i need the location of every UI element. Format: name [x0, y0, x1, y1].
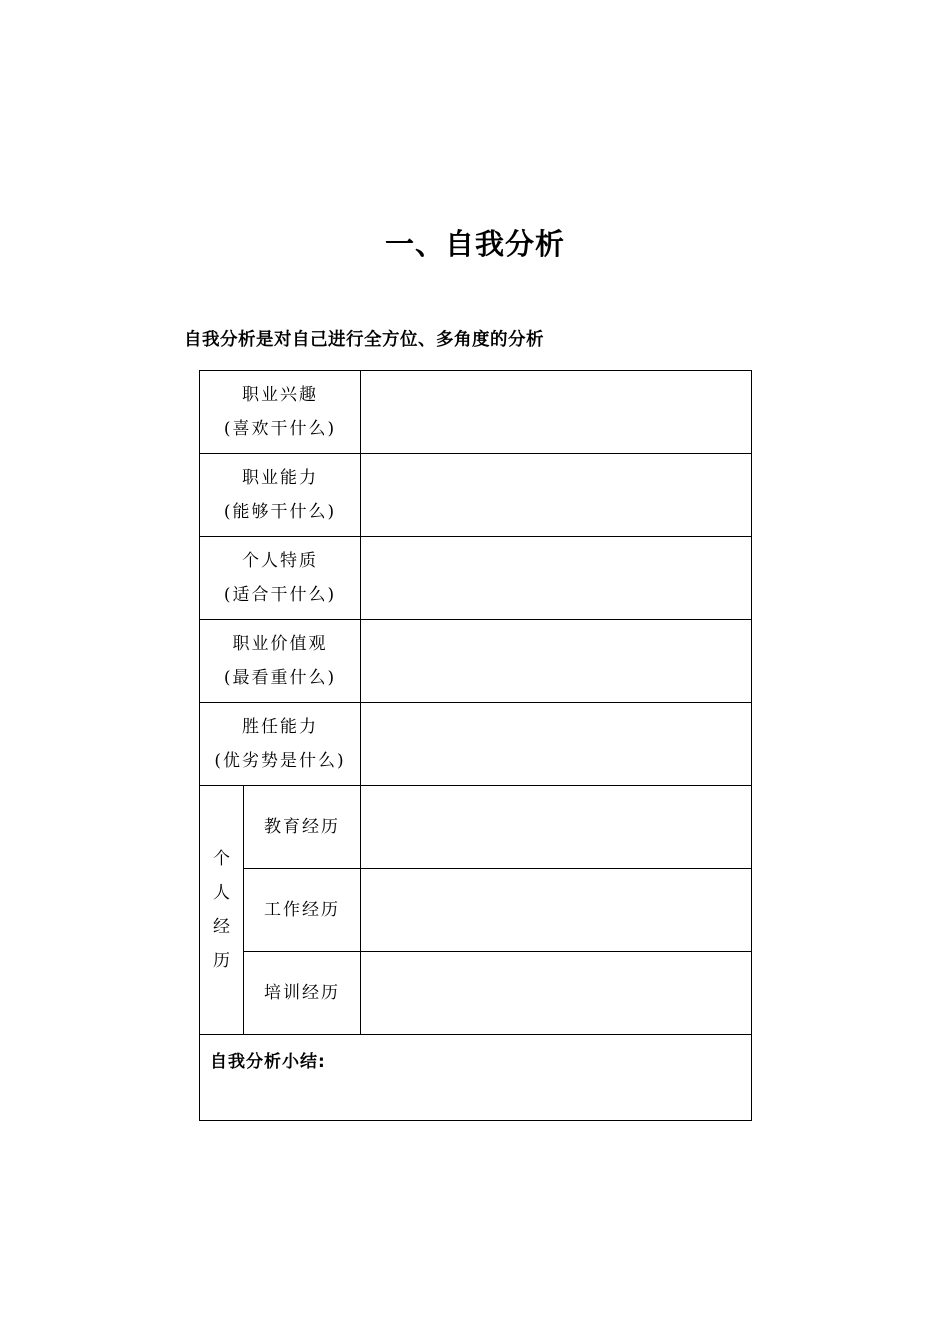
personal-traits-field[interactable] — [361, 537, 752, 620]
competency-field[interactable] — [361, 703, 752, 786]
personal-experience-group-label — [200, 786, 244, 1035]
self-analysis-table — [199, 370, 752, 1121]
table-row — [200, 703, 752, 786]
table-row — [200, 786, 752, 869]
summary-field[interactable] — [200, 1035, 752, 1121]
row-label-personal-traits — [200, 537, 361, 620]
row-label-text: 胜任能力 — [242, 717, 318, 737]
vertical-char: 个 — [213, 849, 230, 869]
table-row — [200, 952, 752, 1035]
section-subtitle: 自我分析是对自己进行全方位、多角度的分析 — [184, 330, 544, 350]
education-field[interactable] — [361, 786, 752, 869]
row-label-sub: (最看重什么) — [223, 668, 337, 688]
row-label-sub: (喜欢干什么) — [223, 419, 337, 439]
row-label-text: 职业兴趣 — [242, 385, 318, 405]
vertical-char: 历 — [213, 951, 230, 971]
row-label-text: 职业价值观 — [232, 634, 328, 654]
table-row — [200, 371, 752, 454]
career-interest-field[interactable] — [361, 371, 752, 454]
table-row — [200, 1035, 752, 1121]
row-label-education: 教育经历 — [244, 786, 361, 869]
row-label-text: 职业能力 — [242, 468, 318, 488]
row-label-sub: (能够干什么) — [223, 502, 337, 522]
table-row — [200, 620, 752, 703]
row-label-training: 培训经历 — [244, 952, 361, 1035]
row-label-career-interest — [200, 371, 361, 454]
row-label-sub: (适合干什么) — [223, 585, 337, 605]
page-title: 一、自我分析 — [384, 227, 565, 261]
summary-label: 自我分析小结: — [210, 1052, 326, 1072]
row-label-work: 工作经历 — [244, 869, 361, 952]
work-field[interactable] — [361, 869, 752, 952]
row-label-career-ability — [200, 454, 361, 537]
row-label-career-values — [200, 620, 361, 703]
table-row — [200, 869, 752, 952]
career-values-field[interactable] — [361, 620, 752, 703]
row-label-sub: (优劣势是什么) — [214, 751, 346, 771]
row-label-text: 个人特质 — [242, 551, 318, 571]
vertical-char: 经 — [213, 917, 230, 937]
row-label-competency — [200, 703, 361, 786]
vertical-char: 人 — [213, 883, 230, 903]
table-row — [200, 454, 752, 537]
training-field[interactable] — [361, 952, 752, 1035]
career-ability-field[interactable] — [361, 454, 752, 537]
table-row — [200, 537, 752, 620]
